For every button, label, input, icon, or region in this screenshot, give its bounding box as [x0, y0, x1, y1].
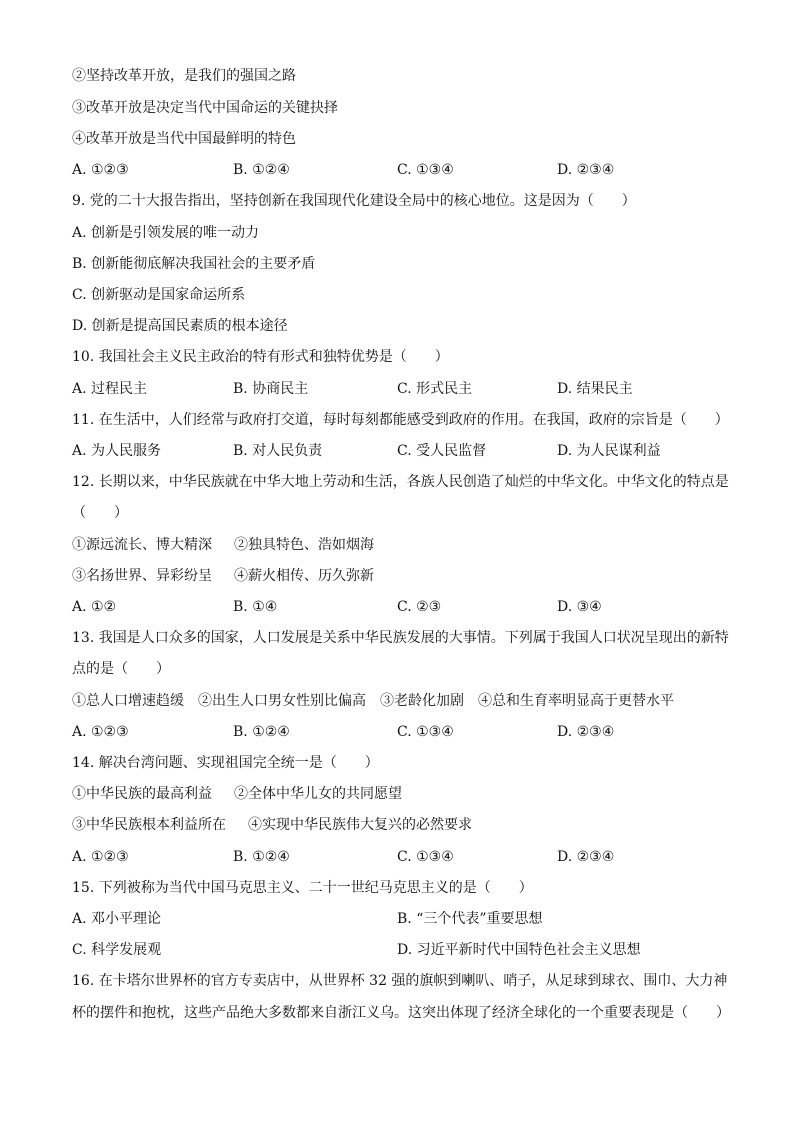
- q13-option-a[interactable]: A. ①②③: [72, 724, 129, 740]
- q16-stem-line1: 16. 在卡塔尔世界杯的官方专卖店中，从世界杯 32 强的旗帜到喇叭、哨子，从足球到球衣、围巾、大力神: [72, 973, 728, 989]
- q8-option-a[interactable]: A. ①②③: [72, 162, 129, 178]
- q13-statement-1: ①总人口增速趋缓: [72, 693, 184, 709]
- q14-statement-4: ④实现中华民族伟大复兴的必然要求: [248, 817, 472, 833]
- q14-option-a[interactable]: A. ①②③: [72, 849, 129, 865]
- q11-stem: 11. 在生活中，人们经常与政府打交道，每时每刻都能感受到政府的作用。在我国，政府的宗旨是（ ）: [72, 412, 729, 428]
- q11-option-b[interactable]: B. 对人民负责: [233, 443, 323, 459]
- q12-statement-4: ④薪火相传、历久弥新: [234, 568, 374, 584]
- q13-option-b[interactable]: B. ①②④: [233, 724, 290, 740]
- q8-statement-4: ④改革开放是当代中国最鲜明的特色: [72, 131, 296, 147]
- q8-option-d[interactable]: D. ②③④: [557, 162, 615, 178]
- q8-statement-2: ②坚持改革开放，是我们的强国之路: [72, 68, 296, 84]
- q15-stem: 15. 下列被称为当代中国马克思主义、二十一世纪马克思主义的是（ ）: [72, 880, 533, 896]
- q14-statements-row1: [72, 787, 402, 801]
- q14-statement-1: ①中华民族的最高利益: [72, 786, 212, 802]
- q12-statement-1: ①源远流长、博大精深: [72, 537, 212, 553]
- q11-option-a[interactable]: A. 为人民服务: [72, 443, 162, 459]
- q9-option-c[interactable]: C. 创新驱动是国家命运所系: [72, 287, 246, 303]
- q13-stem-line2: 点的是（ ）: [72, 661, 170, 677]
- q15-option-a[interactable]: A. 邓小平理论: [72, 911, 162, 927]
- q12-statements-row1: [72, 538, 374, 552]
- q12-statements-row2: [72, 569, 374, 583]
- q15-option-b[interactable]: B. “三个代表”重要思想: [397, 911, 543, 927]
- q14-statement-2: ②全体中华儿女的共同愿望: [234, 786, 402, 802]
- q10-option-d[interactable]: D. 结果民主: [557, 381, 633, 397]
- q13-statement-4: ④总和生育率明显高于更替水平: [478, 693, 674, 709]
- q10-option-c[interactable]: C. 形式民主: [397, 381, 473, 397]
- q14-option-b[interactable]: B. ①②④: [233, 849, 290, 865]
- q8-option-c[interactable]: C. ①③④: [397, 162, 454, 178]
- q11-option-c[interactable]: C. 受人民监督: [397, 443, 487, 459]
- q14-stem: 14. 解决台湾问题、实现祖国完全统一是（ ）: [72, 755, 379, 771]
- q16-stem-line2: 杯的摆件和抱枕，这些产品绝大多数都来自浙江义乌。这突出体现了经济全球化的一个重要表现是（ ）: [72, 1005, 730, 1021]
- q13-stem-line1: 13. 我国是人口众多的国家，人口发展是关系中华民族发展的大事情。下列属于我国人口状况呈现出的新特: [72, 630, 729, 646]
- q15-option-d[interactable]: D. 习近平新时代中国特色社会主义思想: [397, 942, 641, 958]
- q14-option-d[interactable]: D. ②③④: [557, 849, 615, 865]
- q9-option-d[interactable]: D. 创新是提高国民素质的根本途径: [72, 318, 288, 334]
- q9-option-b[interactable]: B. 创新能彻底解决我国社会的主要矛盾: [72, 256, 316, 272]
- q12-option-d[interactable]: D. ③④: [557, 599, 602, 615]
- q10-option-b[interactable]: B. 协商民主: [233, 381, 309, 397]
- q12-option-c[interactable]: C. ②③: [397, 599, 442, 615]
- q13-statements-row: [72, 694, 674, 708]
- q9-option-a[interactable]: A. 创新是引领发展的唯一动力: [72, 225, 260, 241]
- q12-option-a[interactable]: A. ①②: [72, 599, 117, 615]
- q14-statement-3: ③中华民族根本利益所在: [72, 817, 226, 833]
- q8-option-b[interactable]: B. ①②④: [233, 162, 290, 178]
- q12-stem-line2: （ ）: [72, 505, 128, 521]
- q13-statement-2: ②出生人口男女性别比偏高: [198, 693, 366, 709]
- q14-option-c[interactable]: C. ①③④: [397, 849, 454, 865]
- q8-statement-3: ③改革开放是决定当代中国命运的关键抉择: [72, 100, 338, 116]
- q10-stem: 10. 我国社会主义民主政治的特有形式和独特优势是（ ）: [72, 349, 449, 365]
- q11-option-d[interactable]: D. 为人民谋利益: [557, 443, 661, 459]
- q10-option-a[interactable]: A. 过程民主: [72, 381, 148, 397]
- q13-option-c[interactable]: C. ①③④: [397, 724, 454, 740]
- q15-option-c[interactable]: C. 科学发展观: [72, 942, 162, 958]
- q13-option-d[interactable]: D. ②③④: [557, 724, 615, 740]
- q9-stem: 9. 党的二十大报告指出，坚持创新在我国现代化建设全局中的核心地位。这是因为（ ）: [72, 193, 636, 209]
- q12-option-b[interactable]: B. ①④: [233, 599, 278, 615]
- q13-statement-3: ③老龄化加剧: [380, 693, 464, 709]
- q12-statement-2: ②独具特色、浩如烟海: [234, 537, 374, 553]
- q12-statement-3: ③名扬世界、异彩纷呈: [72, 568, 212, 584]
- q12-stem-line1: 12. 长期以来，中华民族就在中华大地上劳动和生活，各族人民创造了灿烂的中华文化。中华文化的特点是: [72, 474, 729, 490]
- q14-statements-row2: [72, 818, 472, 832]
